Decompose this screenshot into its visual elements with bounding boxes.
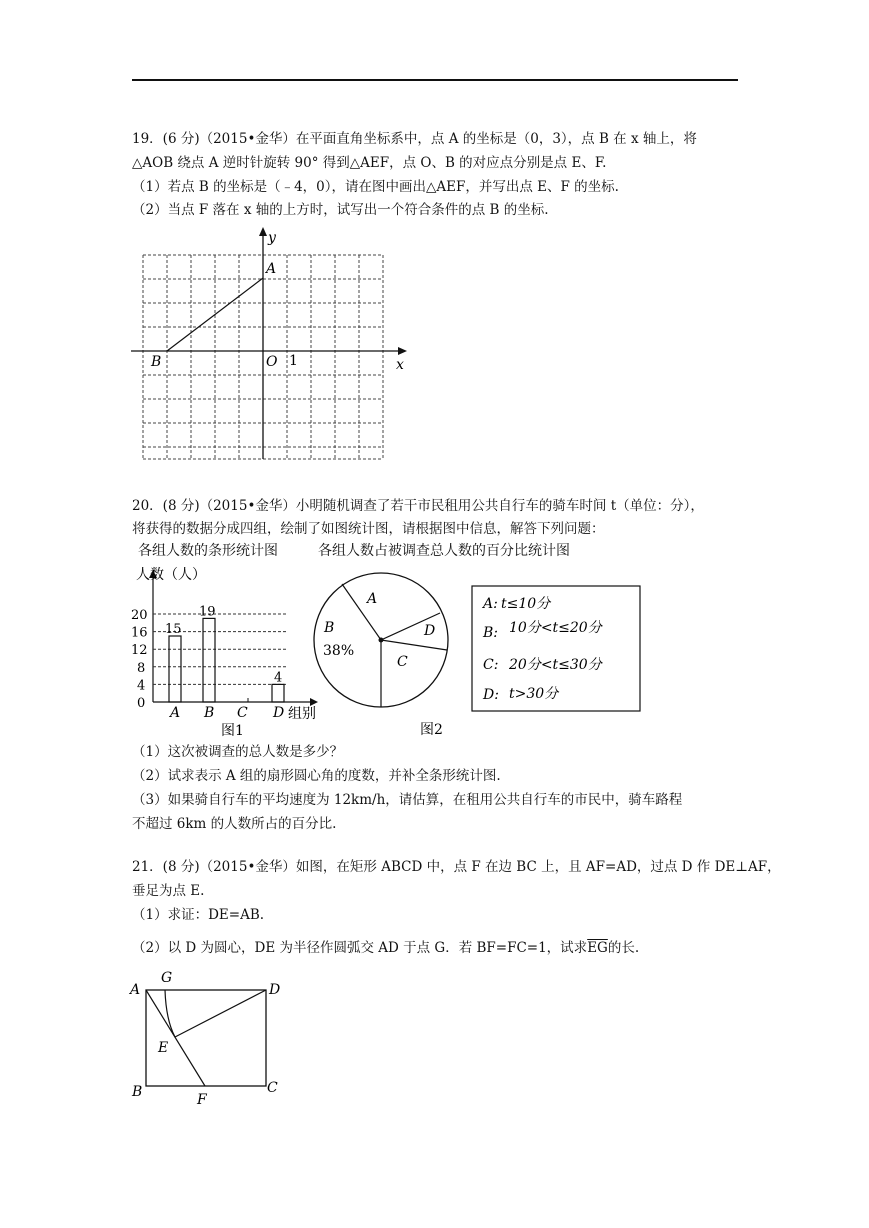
- pie-slice-c-label: C: [397, 654, 408, 670]
- q19-line4: （2）当点 F 落在 x 轴的上方时，试写出一个符合条件的点 B 的坐标.: [132, 202, 549, 218]
- q21-line3: （1）求证：DE=AB.: [132, 907, 265, 923]
- legend-desc-c: 20分<t≤30分: [509, 657, 602, 673]
- pie-chart: [308, 570, 468, 742]
- origin-label: O: [266, 354, 278, 370]
- q20-question2: （2）试求表示 A 组的扇形圆心角的度数，并补全条形统计图.: [132, 768, 501, 784]
- bar-category-label: B: [204, 705, 215, 721]
- point-a-label: A: [266, 261, 277, 277]
- q21-line4-end: 的长.: [607, 940, 640, 956]
- q19-line1: 19．(6 分)（2015•金华）在平面直角坐标系中，点 A 的坐标是（0，3），点 B 在 x 轴上，将: [132, 131, 697, 147]
- q20-line2: 将获得的数据分成四组，绘制了如图统计图，请根据图中信息，解答下列问题：: [132, 521, 605, 537]
- bar-b: [203, 618, 215, 702]
- bar-chart: [128, 562, 328, 742]
- bar-ytick-label: 12: [131, 643, 148, 659]
- pie-slice-b-label: B: [324, 620, 335, 636]
- vertex-d-label: D: [269, 982, 281, 998]
- q19-line2: △AOB 绕点 A 逆时针旋转 90° 得到△AEF，点 O、B 的对应点分别是点 E、F.: [132, 155, 607, 171]
- q19-line3: （1）若点 B 的坐标是（﹣4，0），请在图中画出△AEF，并写出点 E、F 的坐标.: [132, 179, 619, 195]
- bar-category-label: D: [273, 705, 285, 721]
- bar-ytick-label: 8: [137, 660, 146, 676]
- bar-data-label: 19: [199, 604, 216, 620]
- legend-key-b: B:: [483, 625, 499, 641]
- pie-chart-title: 各组人数占被调查总人数的百分比统计图: [318, 543, 570, 559]
- legend-key-d: D:: [483, 687, 499, 703]
- legend-desc-d: t>30分: [509, 686, 559, 702]
- bar-ytick-label: 16: [131, 625, 148, 641]
- q21-rectangle-figure: [128, 965, 288, 1110]
- pie-legend: [471, 585, 645, 715]
- point-f-label: F: [197, 1092, 207, 1108]
- bar-d: [272, 684, 284, 702]
- legend-desc-a: t≤10分: [501, 596, 551, 612]
- bar-ytick-label: 20: [131, 608, 148, 623]
- pie-slice-d-label: D: [424, 623, 436, 639]
- pie-slice-a-label: A: [367, 591, 378, 607]
- header-rule: [132, 79, 738, 81]
- vertex-c-label: C: [267, 1080, 278, 1096]
- bar-a: [169, 636, 181, 702]
- x-axis-label: x: [396, 357, 404, 373]
- bar-category-label: A: [170, 705, 181, 721]
- q20-question3-cont: 不超过 6km 的人数所占的百分比.: [132, 816, 337, 832]
- q21-line1: 21．(8 分)（2015•金华）如图，在矩形 ABCD 中，点 F 在边 BC 上，且 AF=AD，过点 D 作 DE⊥AF，: [132, 859, 781, 875]
- legend-desc-b: 10分<t≤20分: [509, 620, 602, 636]
- bar-xlabel: 组别: [288, 706, 316, 722]
- pie-slice-b-percent: 38%: [323, 643, 355, 659]
- bar-ytick-label: 0: [137, 696, 146, 711]
- unit-one-label: 1: [289, 353, 298, 369]
- vertex-b-label: B: [132, 1084, 143, 1100]
- q19-coordinate-grid: [125, 225, 415, 465]
- bar-caption: 图1: [221, 723, 244, 739]
- q21-line4-text: （2）以 D 为圆心，DE 为半径作圆弧交 AD 于点 G．若 BF=FC=1，试求: [132, 940, 588, 956]
- bar-ylabel: 人数（人）: [136, 567, 206, 583]
- q20-question3: （3）如果骑自行车的平均速度为 12km/h，请估算，在租用公共自行车的市民中，骑车路程: [132, 792, 683, 808]
- q21-line4: [132, 939, 639, 957]
- vertex-a-label: A: [130, 982, 141, 998]
- bar-data-label: 4: [274, 670, 283, 686]
- legend-key-c: C:: [483, 657, 499, 673]
- pie-caption: 图2: [420, 722, 443, 738]
- bar-ytick-label: 4: [137, 678, 146, 694]
- bar-data-label: 15: [165, 622, 182, 637]
- legend-key-a: A:: [483, 596, 498, 612]
- point-e-label: E: [158, 1040, 169, 1056]
- bar-category-label: C: [237, 705, 248, 721]
- arc-eg: $\overline{EG}$: [587, 940, 608, 956]
- y-axis-label: y: [268, 230, 276, 246]
- q20-line1: 20．(8 分)（2015•金华）小明随机调查了若干市民租用公共自行车的骑车时间 t（单位：分），: [132, 498, 704, 514]
- point-b-label: B: [151, 354, 162, 370]
- q21-line2: 垂足为点 E.: [132, 883, 205, 899]
- q20-question1: （1）这次被调查的总人数是多少？: [132, 744, 344, 760]
- point-g-label: G: [161, 970, 173, 986]
- bar-chart-title: 各组人数的条形统计图: [138, 543, 278, 559]
